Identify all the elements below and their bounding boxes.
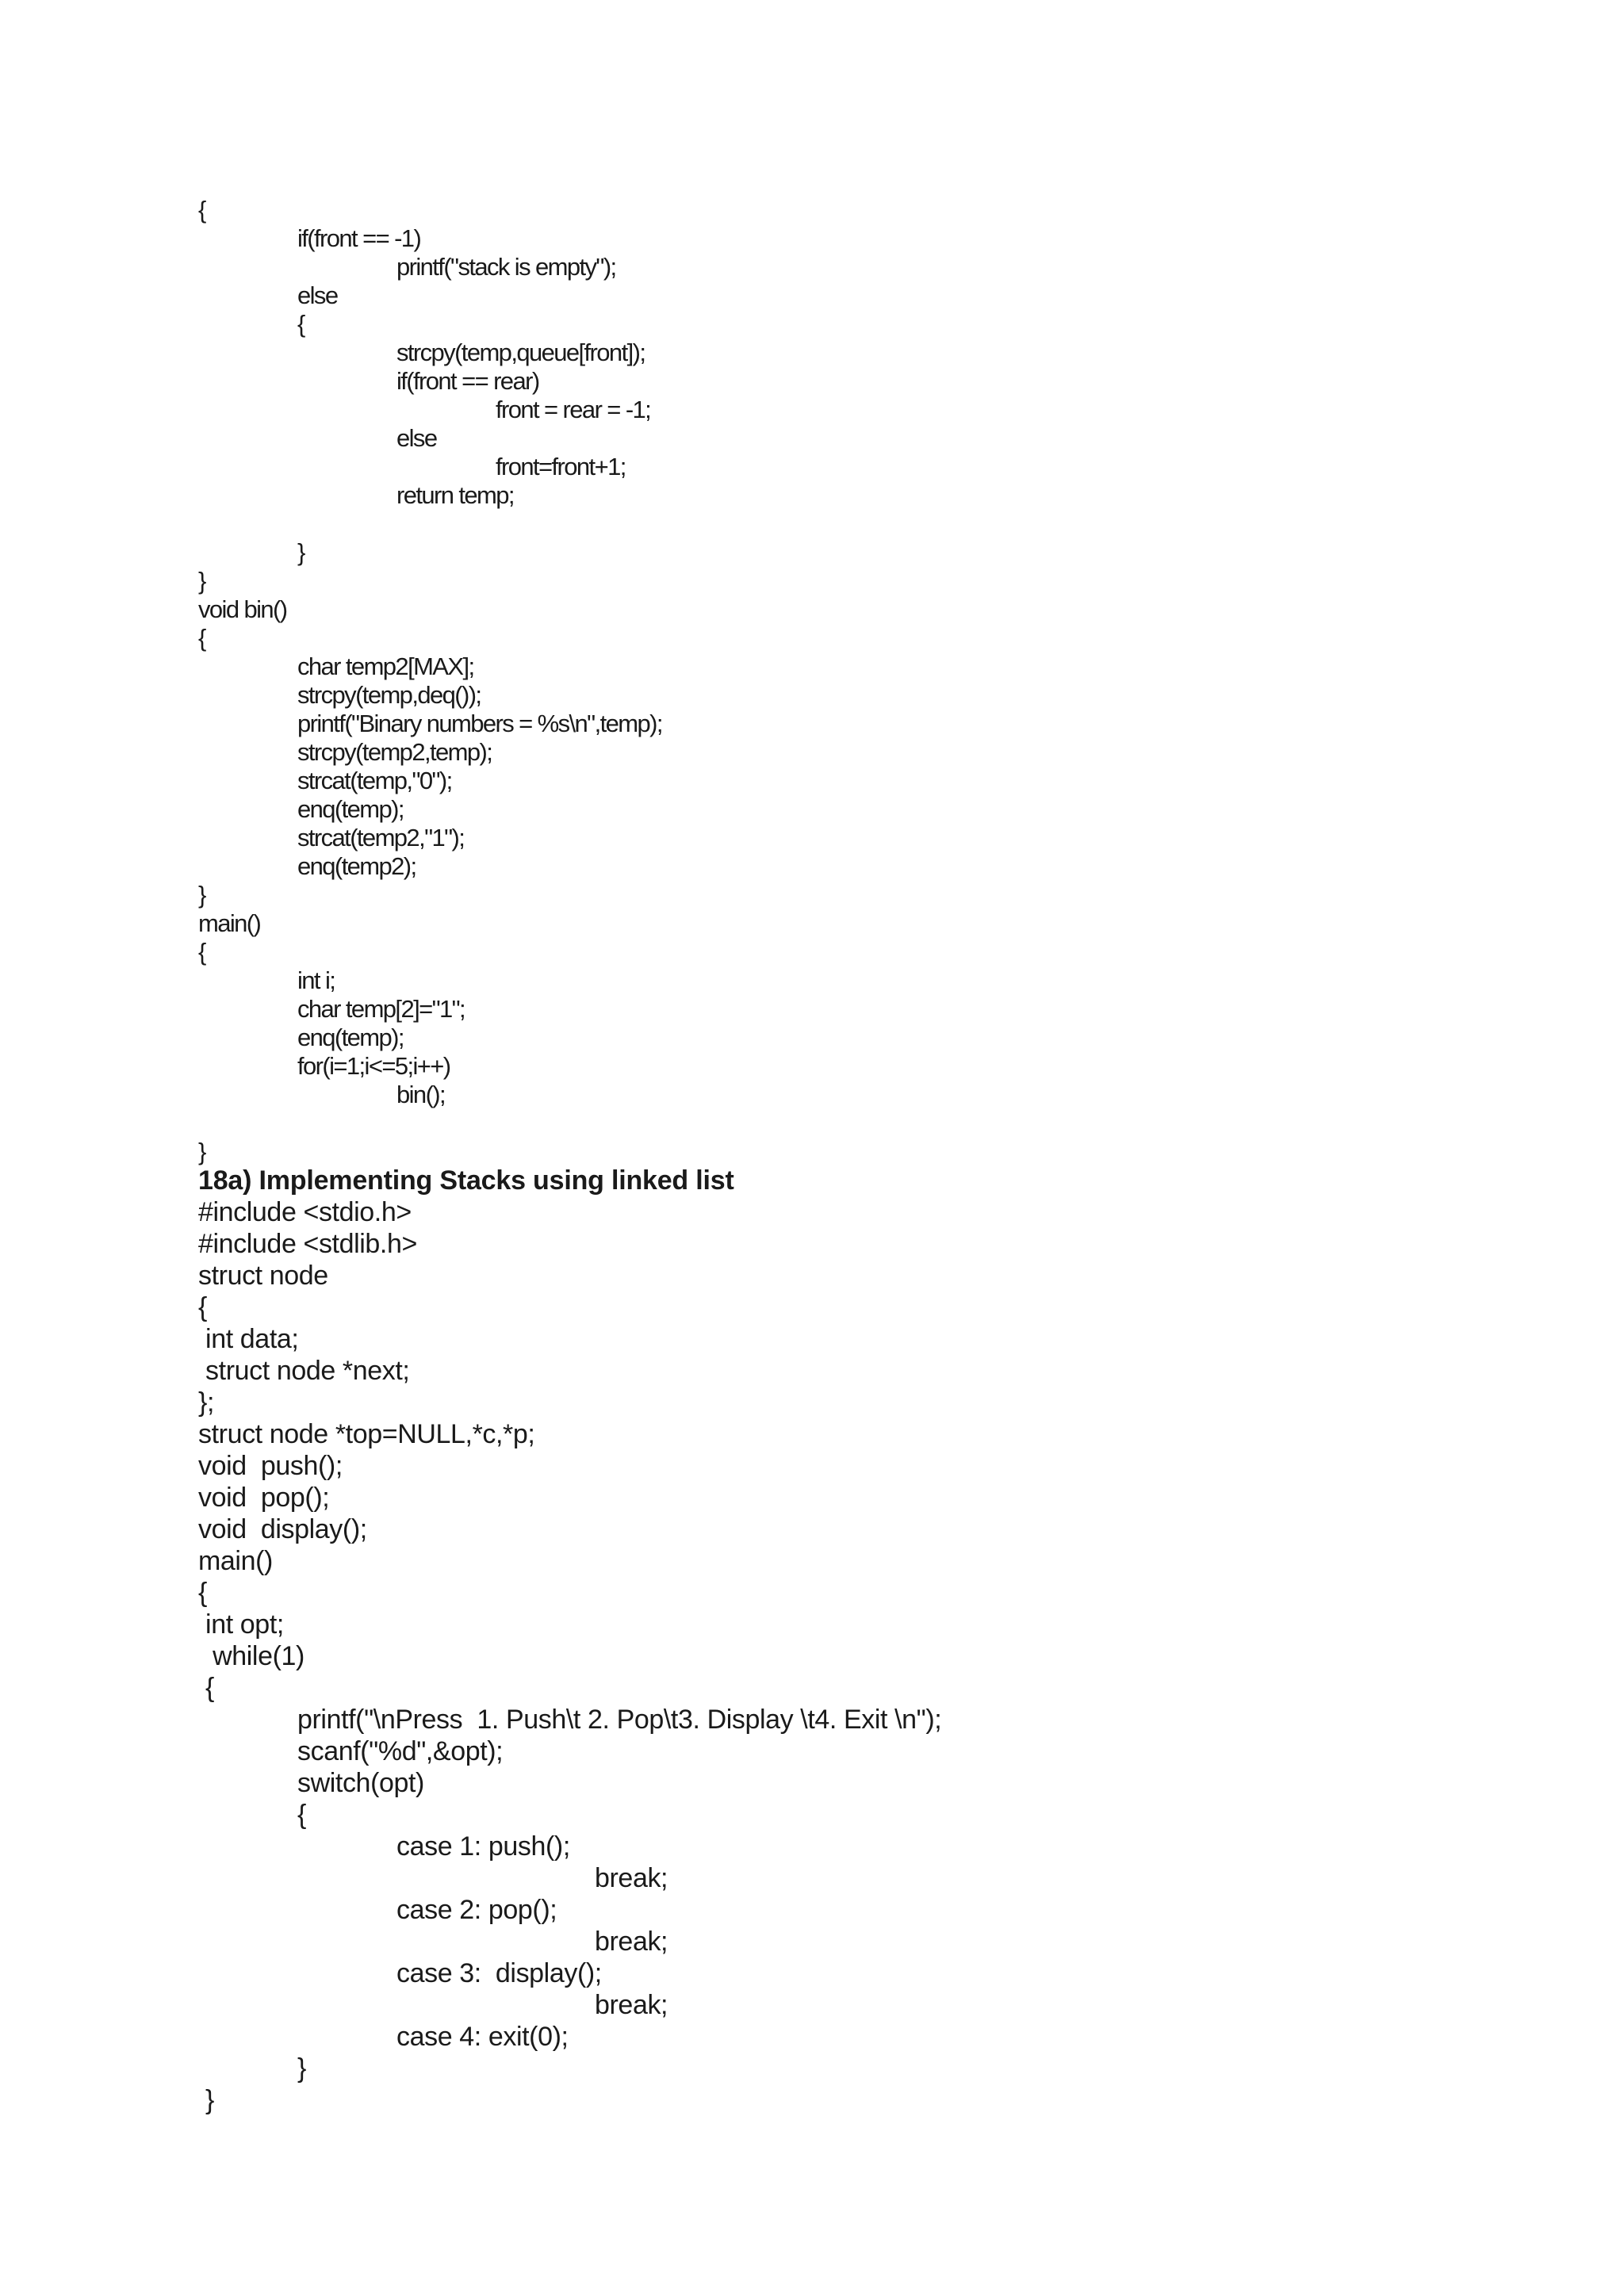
code-line: void push();	[198, 1451, 343, 1481]
code-line: break;	[595, 1863, 668, 1893]
code-line: else	[396, 424, 437, 452]
code-line: scanf("%d",&opt);	[297, 1736, 504, 1766]
code-line: enq(temp2);	[297, 852, 416, 880]
code-line: strcpy(temp2,temp);	[297, 738, 492, 766]
code-line: case 2: pop();	[396, 1895, 557, 1925]
code-line: }	[198, 567, 205, 595]
code-line: {	[198, 1578, 207, 1608]
code-line: printf("stack is empty");	[396, 253, 616, 281]
code-line: else	[297, 281, 338, 309]
code-line: {	[198, 196, 205, 224]
code-line: }	[198, 2085, 215, 2115]
code-line: strcpy(temp,queue[front]);	[396, 339, 645, 366]
code-line: }	[297, 2053, 306, 2084]
code-line: main()	[198, 909, 261, 937]
code-line: bin();	[396, 1081, 446, 1108]
code-line: main()	[198, 1546, 273, 1576]
code-line: }	[297, 538, 304, 566]
code-line: front=front+1;	[496, 453, 626, 480]
code-line: case 4: exit(0);	[396, 2022, 569, 2052]
code-line: void pop();	[198, 1483, 330, 1513]
code-line: switch(opt)	[297, 1768, 424, 1798]
code-line: #include <stdlib.h>	[198, 1229, 417, 1259]
code-line: {	[198, 1292, 207, 1322]
code-line: struct node	[198, 1261, 328, 1291]
code-line: return temp;	[396, 481, 514, 509]
code-line: printf("Binary numbers = %s\n",temp);	[297, 710, 662, 737]
code-line: while(1)	[198, 1641, 304, 1671]
code-line: struct node *next;	[198, 1356, 410, 1386]
code-line: break;	[595, 1927, 668, 1957]
code-line: if(front == rear)	[396, 367, 539, 395]
code-line: for(i=1;i<=5;i++)	[297, 1052, 450, 1080]
code-line: front = rear = -1;	[496, 396, 651, 423]
code-line: enq(temp);	[297, 795, 404, 823]
code-line: {	[297, 1800, 306, 1830]
section-heading: 18a) Implementing Stacks using linked list	[198, 1165, 734, 1196]
code-line: {	[198, 1673, 215, 1703]
code-line: break;	[595, 1990, 668, 2020]
code-line: char temp2[MAX];	[297, 652, 474, 680]
code-line: printf("\nPress 1. Push\t 2. Pop\t3. Display \t4. Exit \n");	[297, 1705, 942, 1735]
code-line: case 3: display();	[396, 1958, 602, 1988]
code-line: strcat(temp,"0");	[297, 767, 452, 794]
code-line: char temp[2]="1";	[297, 995, 465, 1023]
code-line: {	[198, 938, 205, 966]
code-line: struct node *top=NULL,*c,*p;	[198, 1419, 535, 1449]
code-line: int opt;	[198, 1609, 284, 1640]
code-line: void bin()	[198, 595, 287, 623]
code-line: {	[198, 624, 205, 652]
code-line: }	[198, 881, 205, 909]
code-line: #include <stdio.h>	[198, 1197, 412, 1227]
code-line: strcat(temp2,"1");	[297, 824, 465, 851]
code-line: }	[198, 1138, 205, 1165]
code-line: };	[198, 1387, 215, 1418]
code-line: int data;	[198, 1324, 299, 1354]
code-line: {	[297, 310, 304, 338]
code-line: void display();	[198, 1514, 367, 1544]
code-line: if(front == -1)	[297, 224, 421, 252]
code-line: int i;	[297, 966, 335, 994]
code-line: case 1: push();	[396, 1831, 570, 1862]
code-line: strcpy(temp,deq());	[297, 681, 481, 709]
code-line: enq(temp);	[297, 1024, 404, 1051]
